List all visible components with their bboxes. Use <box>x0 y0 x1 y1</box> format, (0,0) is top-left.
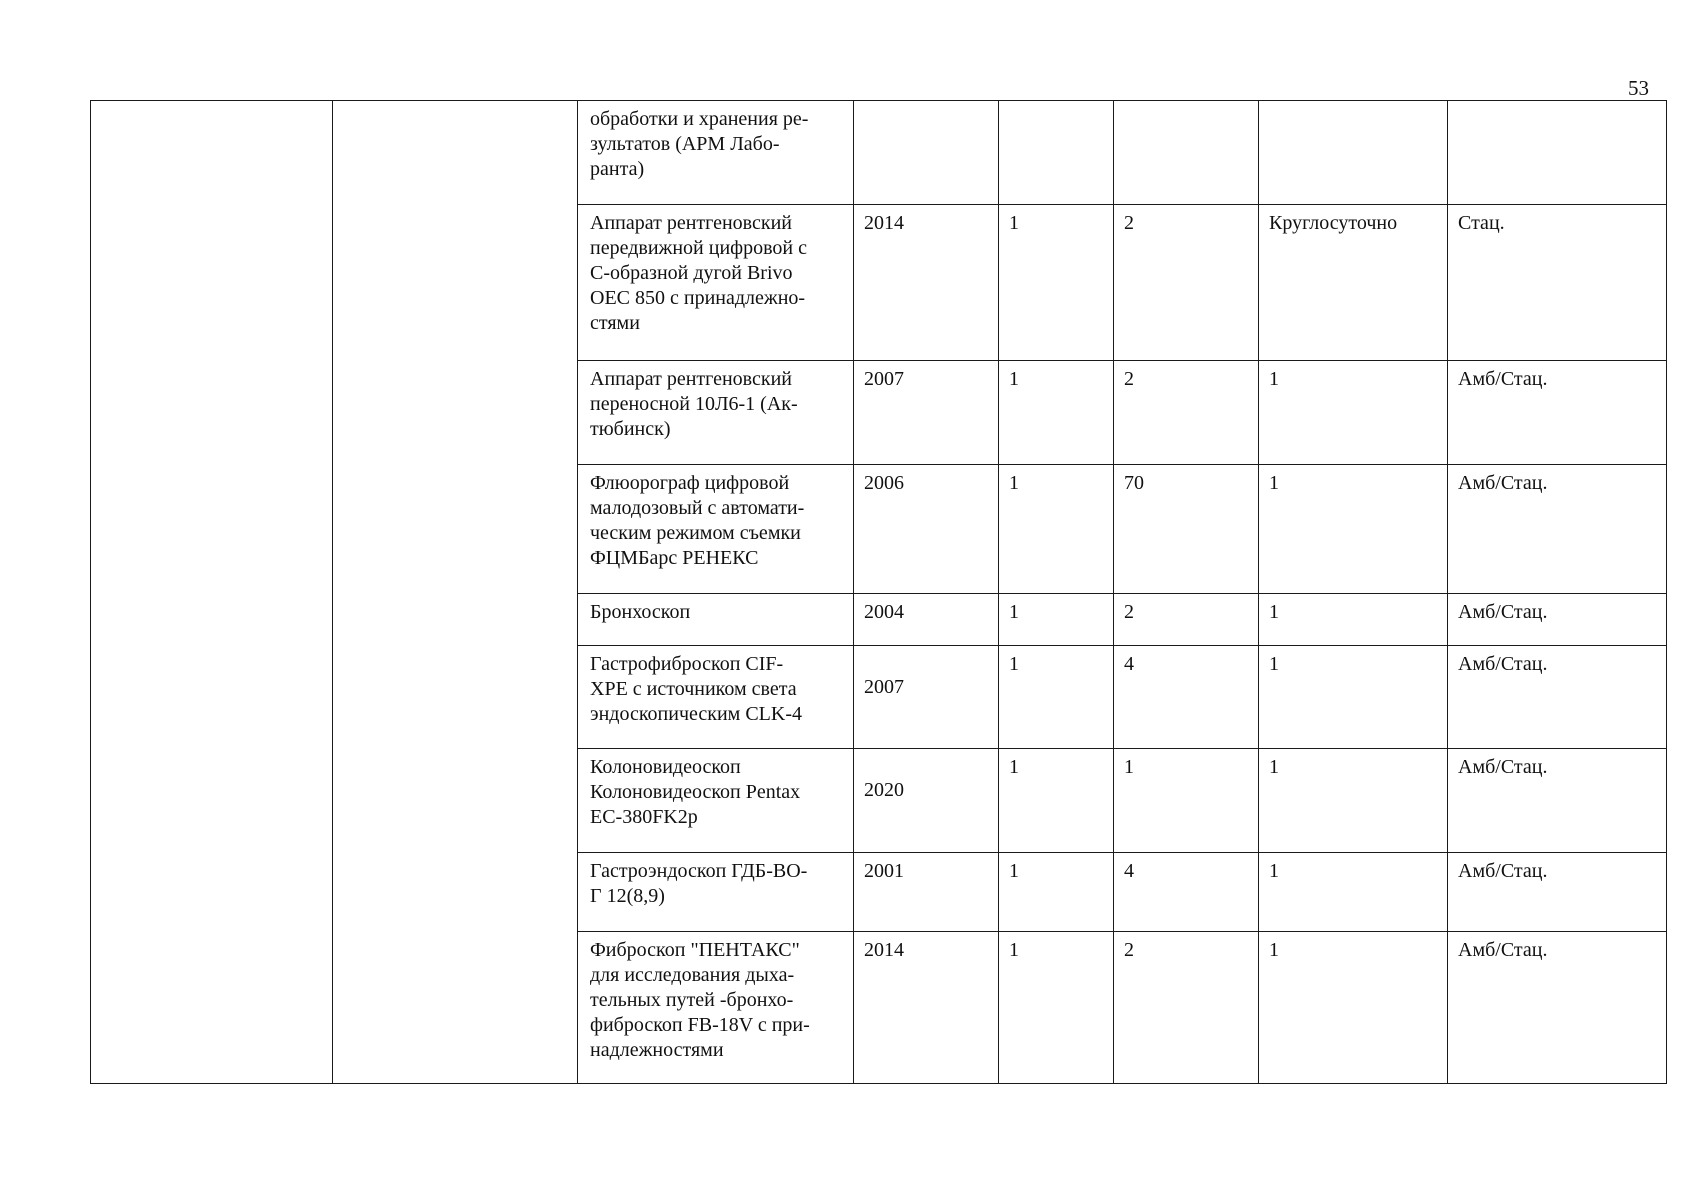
quantity-cell: 1 <box>999 594 1114 646</box>
mode-cell: 1 <box>1259 853 1448 932</box>
equipment-name-cell: Аппарат рентгеновский передвижной цифровой с С-образной дугой Brivo OEC 850 с принадлежно- стями <box>578 205 854 361</box>
type-cell: Стац. <box>1448 205 1667 361</box>
mode-cell: 1 <box>1259 646 1448 749</box>
type-cell: Амб/Стац. <box>1448 594 1667 646</box>
type-cell: Амб/Стац. <box>1448 361 1667 465</box>
quantity-cell: 1 <box>999 465 1114 594</box>
year-cell: 2007 <box>854 361 999 465</box>
page-number: 53 <box>1628 76 1649 100</box>
type-cell <box>1448 101 1667 205</box>
table-body <box>91 101 1667 1084</box>
mode-cell: Круглосуточно <box>1259 205 1448 361</box>
value-cell: 2 <box>1114 205 1259 361</box>
mode-cell: 1 <box>1259 932 1448 1084</box>
equipment-table <box>90 100 1667 1084</box>
year-cell <box>854 101 999 205</box>
value-cell <box>1114 101 1259 205</box>
year-cell: 2014 <box>854 205 999 361</box>
year-cell: 2020 <box>854 749 999 853</box>
merged-cell-col1 <box>91 101 333 1084</box>
value-cell: 4 <box>1114 853 1259 932</box>
year-cell: 2014 <box>854 932 999 1084</box>
equipment-name-cell: Бронхоскоп <box>578 594 854 646</box>
year-cell: 2007 <box>854 646 999 749</box>
equipment-name-cell: Фиброскоп "ПЕНТАКС" для исследования дыха- тельных путей -бронхо- фиброскоп FB-18V с при- надлежностями <box>578 932 854 1084</box>
year-cell: 2006 <box>854 465 999 594</box>
quantity-cell: 1 <box>999 932 1114 1084</box>
quantity-cell: 1 <box>999 749 1114 853</box>
equipment-name-cell: Флюорограф цифровой малодозовый с автомати- ческим режимом съемки ФЦМБарс РЕНЕКС <box>578 465 854 594</box>
type-cell: Амб/Стац. <box>1448 853 1667 932</box>
mode-cell <box>1259 101 1448 205</box>
type-cell: Амб/Стац. <box>1448 646 1667 749</box>
value-cell: 70 <box>1114 465 1259 594</box>
value-cell: 2 <box>1114 361 1259 465</box>
equipment-name-cell: Аппарат рентгеновский переносной 10Л6-1 (Ак- тюбинск) <box>578 361 854 465</box>
year-cell: 2001 <box>854 853 999 932</box>
equipment-name-cell: Гастрофиброскоп CIF- XPE с источником света эндоскопическим CLK-4 <box>578 646 854 749</box>
value-cell: 1 <box>1114 749 1259 853</box>
equipment-name-cell: обработки и хранения ре- зультатов (АРМ Лабо- ранта) <box>578 101 854 205</box>
value-cell: 2 <box>1114 932 1259 1084</box>
type-cell: Амб/Стац. <box>1448 465 1667 594</box>
quantity-cell: 1 <box>999 205 1114 361</box>
quantity-cell: 1 <box>999 646 1114 749</box>
quantity-cell <box>999 101 1114 205</box>
merged-cell-col2 <box>333 101 578 1084</box>
quantity-cell: 1 <box>999 361 1114 465</box>
year-cell: 2004 <box>854 594 999 646</box>
mode-cell: 1 <box>1259 749 1448 853</box>
quantity-cell: 1 <box>999 853 1114 932</box>
mode-cell: 1 <box>1259 465 1448 594</box>
value-cell: 2 <box>1114 594 1259 646</box>
type-cell: Амб/Стац. <box>1448 932 1667 1084</box>
value-cell: 4 <box>1114 646 1259 749</box>
table-row <box>91 101 1667 205</box>
type-cell: Амб/Стац. <box>1448 749 1667 853</box>
mode-cell: 1 <box>1259 594 1448 646</box>
equipment-name-cell: Колоновидеоскоп Колоновидеоскоп Pentax EC-380FK2p <box>578 749 854 853</box>
mode-cell: 1 <box>1259 361 1448 465</box>
equipment-name-cell: Гастроэндоскоп ГДБ-ВО- Г 12(8,9) <box>578 853 854 932</box>
